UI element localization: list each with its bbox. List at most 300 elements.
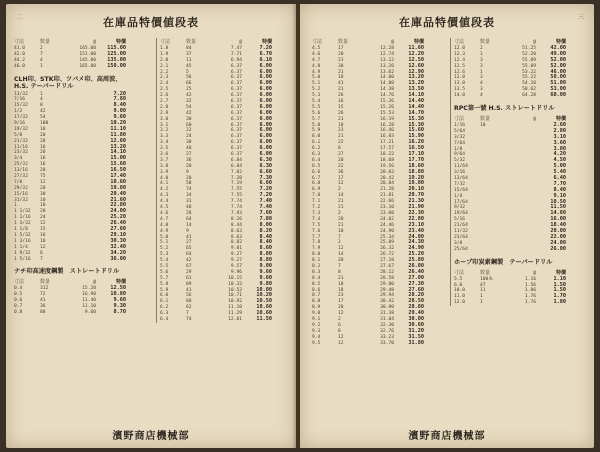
header-cell: 数量: [40, 279, 51, 286]
header-cell: 寸法: [454, 269, 465, 276]
list-price-cell: 24.46: [380, 222, 394, 228]
special-price-cell: 10.00: [256, 286, 272, 293]
qty-cell: 60: [186, 122, 192, 128]
special-price-cell: 60.00: [550, 92, 566, 99]
list-price-cell: 25.34: [380, 234, 394, 240]
list-price-cell: 165.00: [79, 46, 96, 51]
list-price-cell: 6.37: [230, 104, 242, 110]
size-cell: 0.8: [14, 309, 23, 315]
left-page: [6, 4, 296, 448]
size-cell: 3/16: [454, 170, 466, 176]
qty-cell: 30: [40, 191, 46, 197]
size-cell: 6.1: [312, 140, 321, 146]
size-cell: 6.1: [160, 299, 169, 305]
special-price-cell: 10.60: [256, 310, 272, 317]
qty-cell: 9: [186, 169, 189, 175]
qty-cell: 12: [338, 246, 344, 252]
special-price-cell: 12.50: [408, 56, 424, 63]
list-price-cell: 24.02: [380, 216, 394, 222]
list-price-cell: 15.20: [82, 286, 96, 292]
special-price-cell: 24.00: [408, 233, 424, 240]
left-page-title: 在庫品特價値段表: [103, 16, 199, 29]
special-price-cell: 29.10: [110, 231, 126, 238]
list-price-cell: 10.71: [228, 293, 242, 299]
size-cell: 1.8: [160, 46, 169, 51]
qty-cell: 47: [480, 282, 486, 288]
list-price-cell: 31.38: [380, 311, 394, 317]
qty-cell: 21: [338, 87, 344, 93]
qty-cell: 56: [186, 293, 192, 299]
size-cell: 0.5: [14, 292, 23, 298]
size-cell: 5.5: [160, 263, 169, 269]
size-cell: 3/32: [454, 134, 466, 140]
header-cell: @: [532, 39, 536, 45]
size-cell: 12.0: [454, 300, 466, 306]
qty-cell: 22: [338, 163, 344, 169]
header-cell: 特價: [115, 279, 126, 286]
qty-cell: 31: [186, 199, 192, 205]
qty-cell: 28: [40, 209, 46, 215]
size-cell: 6.3: [312, 152, 321, 158]
size-cell: 1 3/32: [14, 221, 31, 227]
list-price-cell: 8.63: [230, 234, 242, 240]
qty-cell: 25: [186, 87, 192, 93]
special-price-cell: 16.00: [550, 216, 566, 223]
special-price-cell: 6.00: [259, 133, 272, 140]
special-price-cell: 6.00: [259, 98, 272, 105]
size-cell: 23/32: [14, 150, 28, 156]
qty-cell: 1: [480, 300, 483, 306]
qty-cell: 20: [338, 51, 344, 57]
list-price-cell: 24.90: [380, 228, 394, 234]
size-cell: 5.0: [312, 75, 321, 81]
list-price-cell: 6.37: [230, 134, 242, 140]
list-price-cell: 7.74: [230, 199, 242, 205]
special-price-cell: 12.50: [110, 285, 126, 292]
size-cell: 1.9: [160, 51, 169, 57]
qty-cell: 10: [40, 197, 46, 203]
special-price-cell: 26.00: [550, 245, 566, 252]
list-price-cell: 1.16: [524, 276, 536, 282]
header-cell: 数量: [480, 116, 491, 123]
size-cell: 44.2: [14, 57, 26, 63]
qty-cell: 17: [338, 299, 344, 305]
size-cell: 7.8: [312, 240, 321, 246]
special-price-cell: 8.80: [259, 257, 272, 264]
size-cell: 9/32: [454, 205, 466, 211]
size-cell: 11/32: [454, 229, 468, 235]
list-price-cell: 1.86: [524, 288, 536, 294]
size-cell: 12.6: [454, 69, 466, 75]
size-cell: 8.0: [312, 252, 321, 258]
special-price-cell: 15.30: [408, 121, 424, 128]
size-cell: 29/32: [14, 185, 28, 191]
special-price-cell: 7.70: [553, 180, 566, 187]
special-price-cell: 34.20: [110, 249, 126, 256]
price-table: [454, 123, 590, 253]
list-price-cell: 17.57: [380, 146, 394, 152]
size-cell: 8.7: [312, 293, 321, 299]
qty-cell: 20: [338, 258, 344, 264]
list-price-cell: 9.60: [84, 309, 96, 315]
price-table: [454, 46, 590, 99]
size-cell: 21/32: [14, 138, 28, 144]
list-price-cell: 53.22: [522, 69, 536, 75]
special-price-cell: 22.00: [550, 233, 566, 240]
qty-cell: 12: [338, 311, 344, 317]
size-cell: 25/64: [454, 246, 468, 252]
special-price-cell: 135.00: [107, 56, 126, 63]
size-cell: 7.2: [312, 205, 321, 211]
qty-cell: 12: [40, 179, 46, 185]
special-price-cell: 31.80: [408, 339, 424, 346]
size-cell: 4.7: [160, 216, 169, 222]
qty-cell: 72: [40, 292, 46, 298]
list-price-cell: 13.26: [380, 63, 394, 69]
qty-cell: 61: [186, 275, 192, 281]
list-price-cell: 18.68: [380, 157, 394, 163]
special-price-cell: 22.30: [408, 209, 424, 216]
size-cell: 8.8: [312, 299, 321, 305]
size-cell: 13.5: [454, 87, 466, 93]
special-price-cell: 8.60: [259, 245, 272, 252]
list-price-cell: 7.93: [230, 210, 242, 216]
special-price-cell: 21.30: [408, 198, 424, 205]
qty-cell: 84: [186, 46, 192, 51]
list-price-cell: 6.94: [230, 57, 242, 63]
size-cell: 15/64: [454, 187, 468, 193]
special-price-cell: 1.80: [553, 299, 566, 306]
special-price-cell: 30.60: [408, 321, 424, 328]
list-price-cell: 6.37: [230, 81, 242, 87]
special-price-cell: 30.30: [110, 237, 126, 244]
qty-cell: 2: [338, 210, 341, 216]
size-cell: 19/32: [14, 126, 28, 132]
size-cell: 5.6: [160, 269, 169, 275]
special-price-cell: 6.00: [259, 62, 272, 69]
table-row: [14, 64, 132, 70]
special-price-cell: 7.40: [259, 204, 272, 211]
qty-cell: 42: [40, 109, 46, 115]
special-price-cell: 17.70: [408, 156, 424, 163]
size-cell: 5.8: [160, 281, 169, 287]
left-column-2: [156, 38, 292, 323]
table-row: [312, 341, 440, 347]
special-price-cell: 20.40: [110, 190, 126, 197]
size-cell: 6.6: [312, 169, 321, 175]
qty-cell: 58: [186, 181, 192, 187]
list-price-cell: 6.37: [230, 87, 242, 93]
size-cell: 1 1/8: [14, 227, 28, 233]
special-price-cell: 46.00: [550, 68, 566, 75]
size-cell: 6.0: [160, 293, 169, 299]
column-header: [454, 38, 590, 46]
special-price-cell: 36.00: [110, 255, 126, 262]
qty-cell: 42: [186, 110, 192, 116]
special-price-cell: 8.40: [259, 233, 272, 240]
special-price-cell: 16.50: [110, 167, 126, 174]
size-cell: 5/64: [454, 128, 466, 134]
special-price-cell: 6.00: [259, 139, 272, 146]
special-price-cell: 23.40: [408, 227, 424, 234]
size-cell: 27/32: [14, 174, 28, 180]
header-cell: @: [532, 269, 536, 276]
size-cell: 0.7: [14, 304, 23, 310]
size-cell: 3.4: [160, 140, 169, 146]
size-cell: 9.4: [312, 334, 321, 340]
qty-cell: 21: [338, 205, 344, 211]
table-row: [454, 93, 590, 99]
list-price-cell: 9.01: [230, 246, 242, 252]
price-table: [312, 46, 440, 346]
list-price-cell: 6.37: [230, 99, 242, 105]
list-price-cell: 6.37: [230, 63, 242, 69]
qty-cell: 28: [186, 210, 192, 216]
list-price-cell: 29.48: [380, 287, 394, 293]
qty-cell: 41: [186, 234, 192, 240]
list-price-cell: 27.18: [380, 258, 394, 264]
qty-cell: 3: [480, 75, 483, 81]
special-price-cell: 8.00: [259, 221, 272, 228]
qty-cell: 18: [338, 281, 344, 287]
size-cell: 3.9: [160, 169, 169, 175]
special-price-cell: 52.00: [550, 62, 566, 69]
list-price-cell: 6.37: [230, 122, 242, 128]
list-price-cell: 10.52: [228, 287, 242, 293]
special-price-cell: 14.10: [110, 149, 126, 156]
size-cell: 6.0: [454, 282, 463, 288]
table-row: [454, 247, 590, 253]
size-cell: 17/64: [454, 199, 468, 205]
size-cell: 1 5/32: [14, 232, 31, 238]
list-price-cell: 55.09: [522, 63, 536, 69]
size-cell: 4.9: [312, 69, 321, 75]
size-cell: 11/16: [14, 144, 28, 150]
size-cell: 25/32: [14, 162, 28, 168]
size-cell: 5.5: [312, 104, 321, 110]
list-price-cell: 7.20: [230, 175, 242, 181]
size-cell: 4.5: [160, 205, 169, 211]
special-price-cell: 7.20: [259, 45, 272, 51]
special-price-cell: 6.30: [259, 156, 272, 163]
special-price-cell: 24.00: [110, 208, 126, 215]
table-row: [14, 310, 132, 316]
qty-cell: 8: [40, 103, 43, 109]
header-cell: @: [92, 39, 96, 45]
qty-cell: 40: [186, 146, 192, 152]
special-price-cell: 21.60: [110, 196, 126, 203]
size-cell: 7/16: [14, 97, 26, 103]
special-price-cell: 6.00: [259, 103, 272, 110]
qty-cell: 4: [480, 81, 483, 87]
qty-cell: 64: [186, 216, 192, 222]
header-cell: 特價: [555, 116, 566, 123]
special-price-cell: 14.40: [408, 98, 424, 105]
size-cell: 5.2: [160, 246, 169, 252]
size-cell: 4.7: [312, 57, 321, 63]
size-cell: 5.1: [312, 81, 321, 87]
list-price-cell: 17.21: [380, 140, 394, 146]
header-cell: 寸法: [312, 39, 323, 45]
size-cell: 8.9: [312, 305, 321, 311]
size-cell: 4.0: [160, 175, 169, 181]
list-price-cell: 7.19: [230, 181, 242, 187]
special-price-cell: 115.00: [107, 45, 126, 51]
size-cell: 4.8: [312, 63, 321, 69]
size-cell: 5.7: [160, 275, 169, 281]
size-cell: 14.0: [454, 93, 466, 99]
special-price-cell: 21.90: [408, 204, 424, 211]
qty-cell: 7: [40, 51, 43, 57]
header-cell: @: [92, 279, 96, 286]
qty-cell: 18: [40, 203, 46, 209]
qty-cell: 41: [40, 298, 46, 304]
size-cell: 3/8: [454, 240, 463, 246]
special-price-cell: 31.50: [408, 333, 424, 340]
special-price-cell: 12.90: [408, 68, 424, 75]
qty-cell: 64: [186, 252, 192, 258]
special-price-cell: 6.00: [259, 92, 272, 99]
list-price-cell: 12.28: [380, 46, 394, 51]
size-cell: 12.5: [454, 63, 466, 69]
column-header: [454, 269, 590, 277]
qty-cell: 312: [40, 286, 49, 292]
size-cell: 7.0: [312, 193, 321, 199]
qty-cell: 45: [186, 63, 192, 69]
qty-cell: 42: [186, 93, 192, 99]
special-price-cell: 13.20: [110, 143, 126, 150]
size-cell: 9.3: [312, 328, 321, 334]
header-cell: 数量: [40, 39, 51, 45]
list-price-cell: 7.55: [230, 187, 242, 193]
column-header: [454, 115, 590, 123]
qty-cell: 21: [338, 275, 344, 281]
qty-cell: 36: [40, 304, 46, 310]
special-price-cell: 7.20: [113, 90, 126, 97]
list-price-cell: 20.84: [380, 181, 394, 187]
qty-cell: 32: [186, 99, 192, 105]
special-price-cell: 42.00: [550, 45, 566, 51]
special-price-cell: 11.60: [408, 45, 424, 51]
size-cell: 6.5: [312, 163, 321, 169]
special-price-cell: 26.00: [408, 262, 424, 269]
right-column-1: [312, 38, 440, 346]
size-cell: 8.3: [312, 269, 321, 275]
size-cell: 17/32: [14, 115, 28, 121]
header-cell: 特價: [555, 269, 566, 276]
header-cell: 寸法: [14, 279, 25, 286]
special-price-cell: 7.80: [113, 96, 126, 103]
list-price-cell: 32.76: [380, 328, 394, 334]
list-price-cell: 145.00: [79, 57, 96, 63]
size-cell: 7.1: [312, 199, 321, 205]
qty-cell: 3: [480, 57, 483, 63]
list-price-cell: 6.37: [230, 69, 242, 75]
special-price-cell: 19.80: [408, 180, 424, 187]
list-price-cell: 14.38: [380, 87, 394, 93]
qty-cell: 23: [338, 293, 344, 299]
size-cell: 7.4: [312, 216, 321, 222]
qty-cell: 7: [338, 263, 341, 269]
size-cell: 3.7: [160, 157, 169, 163]
size-cell: 7.3: [312, 210, 321, 216]
qty-cell: 28: [40, 138, 46, 144]
list-price-cell: 14.00: [380, 75, 394, 81]
size-cell: 1/8: [454, 146, 463, 152]
list-price-cell: 18.22: [380, 152, 394, 158]
special-price-cell: 26.40: [110, 220, 126, 227]
list-price-cell: 14.00: [380, 81, 394, 87]
special-price-cell: 1.50: [553, 287, 566, 294]
qty-cell: 1: [480, 69, 483, 75]
special-price-cell: 22.80: [110, 202, 126, 209]
list-price-cell: 9.27: [230, 258, 242, 264]
list-price-cell: 14.76: [380, 93, 394, 99]
size-cell: 4.5: [312, 46, 321, 51]
qty-cell: 7: [338, 234, 341, 240]
list-price-cell: 6.37: [230, 110, 242, 116]
size-cell: 9.0: [312, 311, 321, 317]
header-cell: 特價: [261, 39, 272, 45]
list-price-cell: 52.20: [522, 51, 536, 57]
list-price-cell: 20.42: [380, 175, 394, 181]
special-price-cell: 6.00: [259, 109, 272, 116]
list-price-cell: 8.44: [230, 222, 242, 228]
special-price-cell: 6.00: [259, 121, 272, 128]
special-price-cell: 32.40: [110, 243, 126, 250]
qty-cell: 12: [338, 340, 344, 346]
list-price-cell: 54.10: [522, 81, 536, 87]
qty-cell: 30: [186, 140, 192, 146]
size-cell: 4.2: [160, 187, 169, 193]
size-cell: 13.0: [454, 81, 466, 87]
special-price-cell: 15.60: [408, 127, 424, 134]
special-price-cell: 6.00: [259, 86, 272, 93]
list-price-cell: 7.47: [230, 46, 242, 51]
special-price-cell: 24.90: [408, 245, 424, 252]
special-price-cell: 6.10: [259, 56, 272, 63]
special-price-cell: 22.80: [408, 215, 424, 222]
qty-cell: 20: [186, 163, 192, 169]
size-cell: 5.0: [160, 234, 169, 240]
size-cell: 9/64: [454, 152, 466, 158]
size-cell: 4.3: [160, 193, 169, 199]
qty-cell: 54: [186, 104, 192, 110]
qty-cell: 20: [40, 150, 46, 156]
special-price-cell: 53.00: [550, 86, 566, 93]
price-table: [160, 46, 292, 323]
list-price-cell: 10.15: [228, 275, 242, 281]
qty-cell: 7: [186, 311, 189, 317]
special-price-cell: 14.80: [550, 210, 566, 217]
qty-cell: 7: [40, 256, 43, 262]
special-price-cell: 7.80: [259, 215, 272, 222]
list-price-cell: 7.74: [230, 205, 242, 211]
special-price-cell: 52.00: [550, 56, 566, 63]
qty-cell: 18: [338, 287, 344, 293]
size-cell: 1 1/16: [14, 215, 31, 221]
size-cell: 13/32: [14, 91, 28, 97]
qty-cell: 16: [40, 232, 46, 238]
size-cell: 12.3: [454, 51, 466, 57]
size-cell: 5/16: [454, 217, 466, 223]
qty-cell: 12: [338, 334, 344, 340]
right-page-title: 在庫品特價値段表: [399, 16, 495, 29]
special-price-cell: 6.00: [259, 145, 272, 152]
size-cell: 3.6: [160, 152, 169, 158]
special-price-cell: 6.00: [259, 127, 272, 134]
list-price-cell: 13.62: [380, 69, 394, 75]
